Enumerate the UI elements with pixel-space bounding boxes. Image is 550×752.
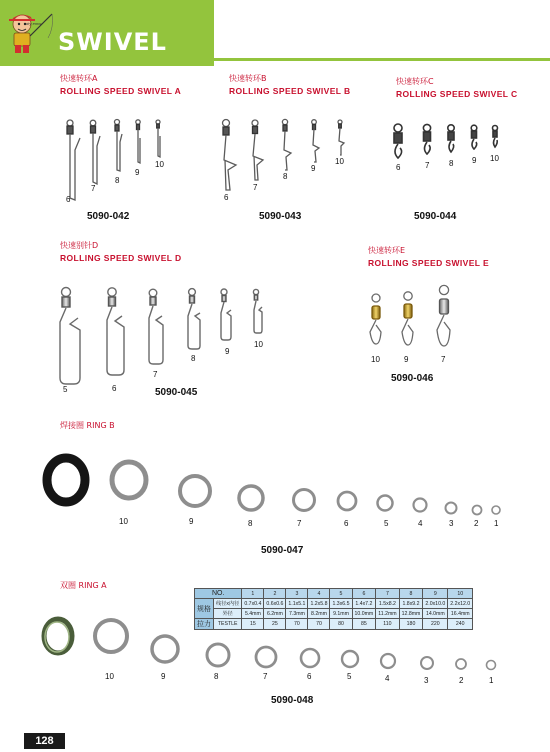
table-cell: 1.2x5.8 [308, 599, 330, 609]
table-cell: 7 [376, 589, 399, 599]
swivel-e-7 [437, 285, 450, 346]
ring-b-title: 焊接圈 RING B [60, 421, 115, 430]
size-label: 6 [396, 163, 401, 172]
ring-b-9 [112, 462, 146, 498]
ring-b-10 [47, 458, 85, 502]
swivel-c-10 [493, 126, 498, 148]
table-cell: 10.0mm [352, 609, 376, 619]
table-cell: 1 [242, 589, 264, 599]
product-code: 5090-042 [87, 211, 130, 222]
table-cell: 70 [286, 619, 308, 630]
size-label: 10 [119, 517, 128, 526]
section-d-cn-title: 快速别针D [60, 241, 99, 250]
table-cell: 2 [264, 589, 286, 599]
size-label: 10 [254, 340, 263, 349]
table-cell: 8.2mm [308, 609, 330, 619]
ring-b-8 [180, 476, 210, 506]
ring-b-1 [473, 506, 482, 515]
section-a-cn-title: 快速转环A [60, 74, 98, 83]
table-cell: 1.5x8.2 [376, 599, 399, 609]
ring-a-9 [152, 636, 178, 662]
swivel-d-9 [221, 289, 231, 340]
ring-b-7 [239, 486, 263, 510]
table-cell: 8 [399, 589, 423, 599]
swivel-b-9 [312, 120, 319, 162]
product-code: 5090-046 [391, 373, 434, 384]
table-cell: 2.2x12.0 [448, 599, 473, 609]
section-d-en-title: ROLLING SPEED SWIVEL D [60, 253, 182, 263]
table-cell: 11.2mm [376, 609, 399, 619]
section-b-en-title: ROLLING SPEED SWIVEL B [229, 86, 351, 96]
table-cell: 220 [423, 619, 448, 630]
size-label: 4 [418, 519, 423, 528]
swivel-e-10 [370, 294, 381, 344]
page-title: SWIVEL [58, 28, 167, 56]
swivel-a-9 [136, 120, 140, 163]
ring-b-2 [446, 503, 457, 514]
spec-header: 规格 [195, 599, 214, 619]
size-label: 8 [248, 519, 253, 528]
table-cell: 1.8x9.2 [399, 599, 423, 609]
table-cell: 0.6x0.6 [264, 599, 286, 609]
table-cell: 240 [448, 619, 473, 630]
swivel-d-7 [149, 289, 163, 364]
ring-a-7 [256, 647, 276, 667]
size-label: 7 [425, 161, 430, 170]
table-cell: 5 [330, 589, 352, 599]
table-cell: 4 [308, 589, 330, 599]
size-label: 5 [347, 672, 352, 681]
product-code: 5090-048 [271, 695, 314, 706]
swivel-c-6 [394, 124, 402, 158]
swivel-a-8 [115, 120, 123, 172]
size-label: 2 [474, 519, 479, 528]
table-cell: 6.2mm [264, 609, 286, 619]
size-label: 9 [189, 517, 194, 526]
table-row [195, 589, 473, 599]
size-label: 8 [115, 176, 120, 185]
swivel-c-group [394, 124, 498, 158]
ring-a-2 [456, 659, 466, 669]
ring-b-4 [378, 496, 393, 511]
size-label: 8 [214, 672, 219, 681]
table-cell: 15 [242, 619, 264, 630]
ring-a-5 [342, 651, 358, 667]
size-label: 3 [449, 519, 454, 528]
size-label: 5 [63, 385, 68, 394]
product-code: 5090-043 [259, 211, 302, 222]
swivel-e-group [370, 285, 450, 346]
table-cell: 1.3x6.5 [330, 599, 352, 609]
ring-a-6 [301, 649, 319, 667]
size-label: 6 [66, 195, 71, 204]
size-label: 6 [112, 384, 117, 393]
size-label: 2 [459, 676, 464, 685]
swivel-c-8 [448, 125, 454, 152]
swivel-a-7 [90, 120, 100, 184]
table-cell: 3 [286, 589, 308, 599]
table-row [195, 619, 473, 630]
table-cell: 25 [264, 619, 286, 630]
size-label: 1 [489, 676, 494, 685]
size-label: 6 [224, 193, 229, 202]
size-label: 6 [344, 519, 349, 528]
swivel-d-5 [60, 288, 80, 385]
swivel-c-7 [423, 124, 430, 154]
size-label: 3 [424, 676, 429, 685]
ring-b-5 [338, 492, 356, 510]
product-code: 5090-044 [414, 211, 457, 222]
size-label: 10 [155, 160, 164, 169]
swivel-b-10 [338, 120, 344, 155]
swivel-c-9 [471, 125, 477, 149]
row-label: TESTLE [214, 619, 242, 630]
size-label: 7 [263, 672, 268, 681]
row-label: 线径x内径 [214, 599, 242, 609]
ring-a-8 [207, 644, 229, 666]
product-code: 5090-047 [261, 545, 304, 556]
section-c-en-title: ROLLING SPEED SWIVEL C [396, 89, 518, 99]
size-label: 9 [311, 164, 316, 173]
swivel-d-6 [107, 288, 124, 375]
swivel-d-group [60, 288, 262, 385]
size-label: 7 [153, 370, 158, 379]
size-label: 9 [472, 156, 477, 165]
ring-b-group [47, 458, 500, 515]
table-row [195, 599, 473, 609]
table-cell: 9.1mm [330, 609, 352, 619]
swivel-d-8 [188, 289, 200, 349]
table-cell: 180 [399, 619, 423, 630]
size-label: 5 [384, 519, 389, 528]
size-label: 9 [161, 672, 166, 681]
swivel-d-10 [253, 289, 262, 333]
size-label: 4 [385, 674, 390, 683]
table-cell: 5.4mm [242, 609, 264, 619]
split-ring-feature [44, 619, 72, 653]
table-cell: 110 [376, 619, 399, 630]
section-e-en-title: ROLLING SPEED SWIVEL E [368, 258, 490, 268]
table-cell: 1.4x7.2 [352, 599, 376, 609]
table-cell: 80 [330, 619, 352, 630]
size-label: 9 [135, 168, 140, 177]
table-cell: 2.0x10.0 [423, 599, 448, 609]
section-e-cn-title: 快速转环E [368, 246, 406, 255]
size-label: 7 [297, 519, 302, 528]
row-label: 外径 [214, 609, 242, 619]
section-a-en-title: ROLLING SPEED SWIVEL A [60, 86, 182, 96]
ring-b-3 [414, 499, 427, 512]
size-label: 9 [404, 355, 409, 364]
size-label: 10 [371, 355, 380, 364]
section-b-cn-title: 快速转环B [229, 74, 267, 83]
logo-text: dry emw [26, 21, 42, 26]
size-label: 7 [441, 355, 446, 364]
table-cell: 16.4mm [448, 609, 473, 619]
ring-a-3 [421, 657, 433, 669]
table-cell: 12.8mm [399, 609, 423, 619]
size-label: 7 [253, 183, 258, 192]
swivel-e-9 [402, 292, 413, 345]
table-cell: 1.1x5.1 [286, 599, 308, 609]
size-label: 10 [105, 672, 114, 681]
table-cell: 0.7x0.4 [242, 599, 264, 609]
table-cell: 6 [352, 589, 376, 599]
size-label: 9 [225, 347, 230, 356]
table-cell: 7.3mm [286, 609, 308, 619]
page-number: 128 [24, 733, 65, 749]
swivel-a-6 [67, 120, 80, 200]
product-code: 5090-045 [155, 387, 198, 398]
table-cell: 85 [352, 619, 376, 630]
size-label: 8 [283, 172, 288, 181]
ring-b-6 [294, 490, 315, 511]
spec-table [194, 588, 473, 630]
table-cell: 9 [423, 589, 448, 599]
size-label: 7 [91, 184, 96, 193]
swivel-a-group [67, 120, 160, 201]
size-label: 1 [494, 519, 499, 528]
table-cell: 70 [308, 619, 330, 630]
no-header: NO. [195, 589, 242, 599]
size-label: 8 [191, 354, 196, 363]
ring-a-10 [95, 620, 127, 652]
swivel-b-6 [223, 120, 237, 191]
section-c-cn-title: 快速转环C [396, 77, 434, 86]
table-cell: 14.0mm [423, 609, 448, 619]
table-row [195, 609, 473, 619]
ring-a-title: 双圈 RING A [60, 581, 107, 590]
ring-a-1 [487, 661, 496, 670]
table-cell: 10 [448, 589, 473, 599]
size-label: 8 [449, 159, 454, 168]
swivel-b-7 [252, 120, 263, 180]
force-header: 拉力 [195, 619, 214, 630]
size-label: 10 [490, 154, 499, 163]
swivel-a-10 [156, 120, 160, 157]
size-label: 6 [307, 672, 312, 681]
size-label: 10 [335, 157, 344, 166]
ring-a-4 [381, 654, 395, 668]
swivel-b-8 [282, 119, 291, 170]
